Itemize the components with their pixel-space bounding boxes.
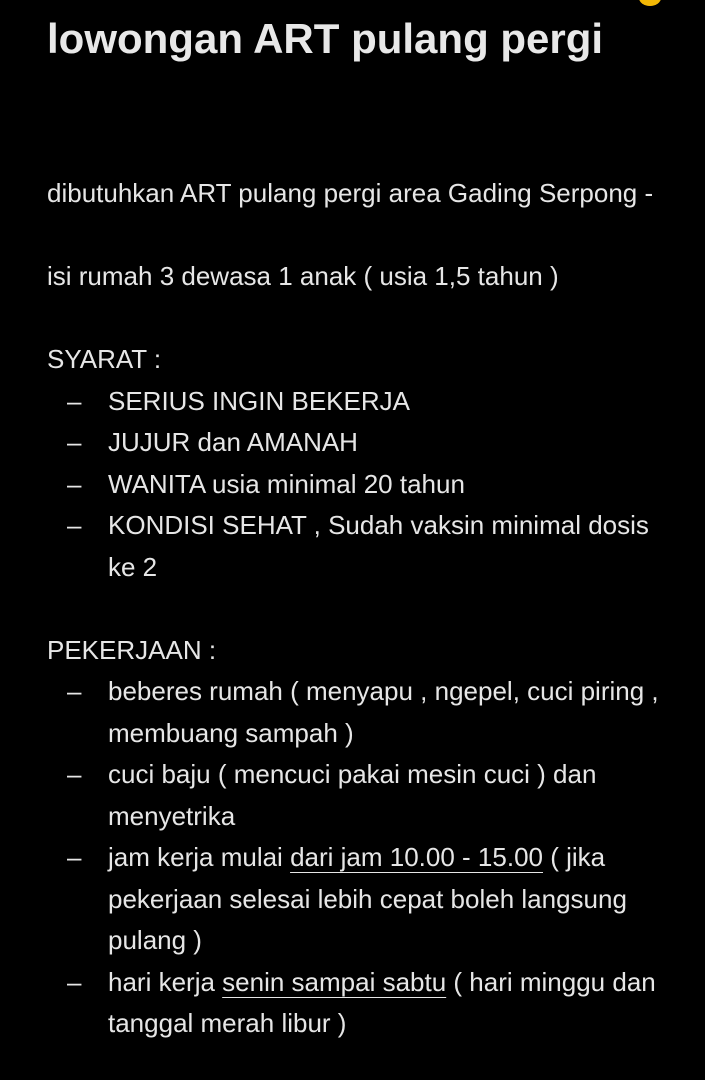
list-item <box>47 754 667 837</box>
dash-bullet: – <box>67 385 82 416</box>
dash-bullet: – <box>67 842 82 872</box>
spacer <box>47 215 667 257</box>
spacer <box>47 588 667 630</box>
list-item <box>47 962 667 1045</box>
dash-bullet: – <box>67 676 82 706</box>
list-item-text: JUJUR dan AMANAH <box>108 427 358 457</box>
list-item <box>47 671 667 754</box>
list-item <box>47 381 667 423</box>
text-segment: ( hari minggu dan tanggal merah libur ) <box>108 966 656 1038</box>
pekerjaan-list <box>47 671 667 1045</box>
syarat-heading: SYARAT : <box>47 344 162 374</box>
list-item <box>47 464 667 506</box>
dash-bullet: – <box>67 510 82 540</box>
syarat-list <box>47 381 667 589</box>
list-item <box>47 422 667 464</box>
list-item-text: cuci baju ( mencuci pakai mesin cuci ) dan menyetrika <box>108 759 597 831</box>
dash-bullet: – <box>67 427 82 457</box>
list-item-text <box>108 842 627 955</box>
text-segment: jam kerja mulai <box>108 842 291 872</box>
note-body <box>47 173 667 1045</box>
list-item-text: WANITA usia minimal 20 tahun <box>108 468 465 499</box>
intro-text: dibutuhkan ART pulang pergi area Gading Serpong - <box>47 178 654 208</box>
page-title: lowongan ART pulang pergi <box>47 15 604 62</box>
text-segment: ( jika pekerjaan selesai lebih cepat boleh langsung pulang ) <box>108 842 627 955</box>
list-item-text: beberes rumah ( menyapu , ngepel, cuci piring , membuang sampah ) <box>108 676 659 748</box>
dash-bullet: – <box>67 759 82 789</box>
text-segment: hari kerja <box>108 966 223 997</box>
list-item-text: SERIUS INGIN BEKERJA <box>108 385 410 416</box>
pekerjaan-heading: PEKERJAAN : <box>47 634 217 665</box>
underlined-days: senin sampai sabtu <box>222 966 447 997</box>
spacer <box>47 298 667 340</box>
dash-bullet: – <box>67 468 82 499</box>
list-item-text: KONDISI SEHAT , Sudah vaksin minimal dosis ke 2 <box>108 510 649 582</box>
dash-bullet: – <box>67 966 82 997</box>
list-item-text <box>108 967 656 1039</box>
list-item <box>47 837 667 962</box>
household-text: isi rumah 3 dewasa 1 anak ( usia 1,5 tahun ) <box>47 261 559 291</box>
underlined-hours: dari jam 10.00 - 15.00 <box>290 842 543 872</box>
corner-accent-dot <box>639 0 661 6</box>
list-item <box>47 505 667 588</box>
